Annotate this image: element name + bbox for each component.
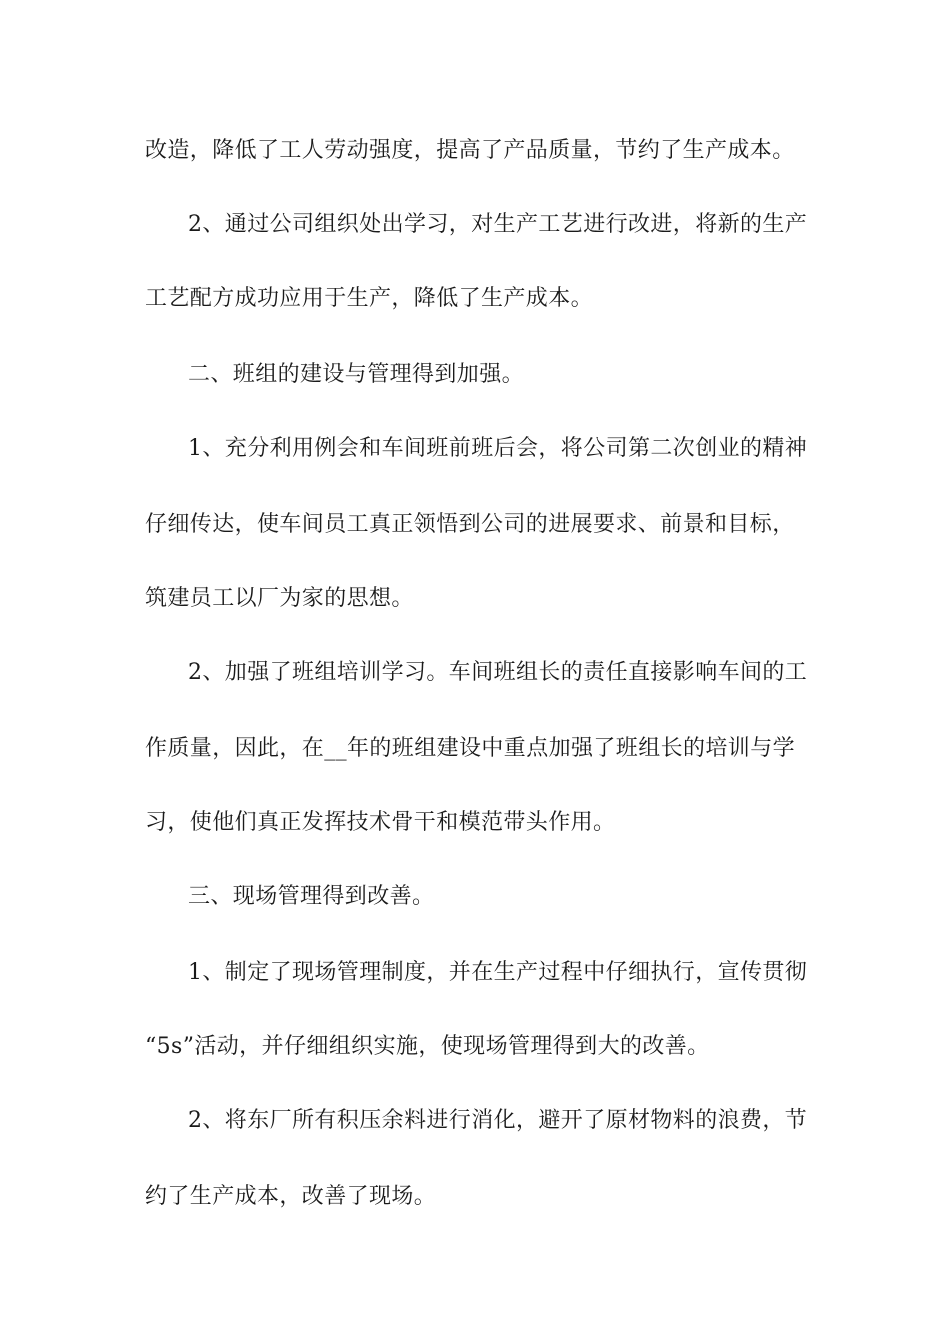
text-line: 工艺配方成功应用于生产，降低了生产成本。 [145, 286, 594, 311]
text-line: 2、将东厂所有积压余料进行消化，避开了原材物料的浪费，节 [188, 1108, 808, 1133]
text-line: 筑建员工以厂为家的思想。 [145, 586, 414, 611]
section-heading: 三、现场管理得到改善。 [188, 884, 435, 909]
text-line: 作质量，因此，在__年的班组建设中重点加强了班组长的培训与学 [145, 736, 796, 761]
text-line: 2、加强了班组培训学习。车间班组长的责任直接影响车间的工 [188, 660, 808, 685]
text-line: 2、通过公司组织处出学习，对生产工艺进行改进，将新的生产 [188, 212, 808, 237]
text-line: 改造，降低了工人劳动强度，提高了产品质量，节约了生产成本。 [145, 138, 795, 163]
text-line: “5s”活动，并仔细组织实施，使现场管理得到大的改善。 [145, 1034, 710, 1059]
section-heading: 二、班组的建设与管理得到加强。 [188, 362, 525, 387]
text-line: 1、制定了现场管理制度，并在生产过程中仔细执行，宣传贯彻 [188, 960, 808, 985]
text-line: 习，使他们真正发挥技术骨干和模范带头作用。 [145, 810, 616, 835]
text-line: 1、充分利用例会和车间班前班后会，将公司第二次创业的精神 [188, 436, 808, 461]
text-line: 仔细传达，使车间员工真正领悟到公司的进展要求、前景和目标， [145, 512, 795, 537]
text-line: 约了生产成本，改善了现场。 [145, 1184, 437, 1209]
